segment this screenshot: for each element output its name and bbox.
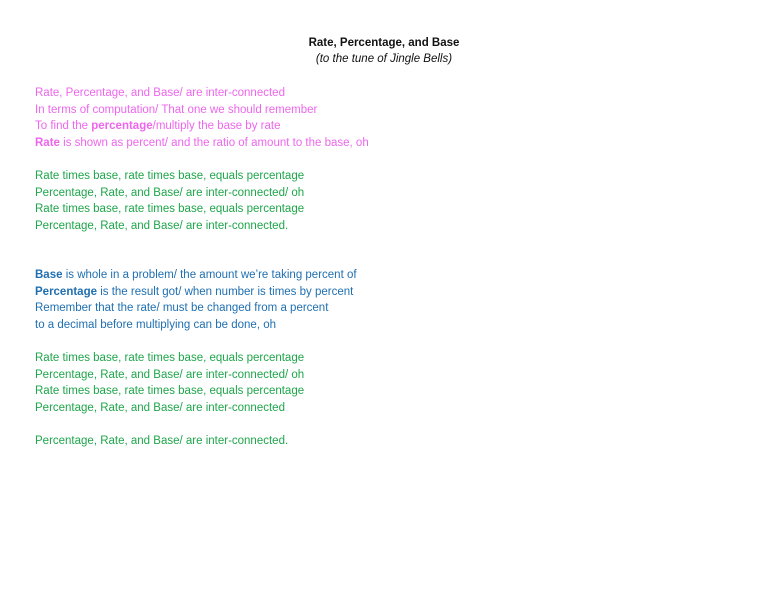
chorus-1-line-3: Rate times base, rate times base, equals percentage	[35, 203, 305, 215]
verse-2-line-1-end: is whole in a problem/ the amount we’re taking percent of	[62, 269, 357, 281]
verse-2-line-2-end: is the result got/ when number is times by percent	[97, 285, 354, 298]
song-subtitle: (to the tune of Jingle Bells)	[315, 53, 453, 65]
chorus-2	[35, 350, 304, 416]
chorus-1-line-2: Percentage, Rate, and Base/ are inter-connected/ oh	[35, 186, 305, 199]
chorus-1	[35, 168, 304, 234]
verse-1-line-3-end: /multiply the base by rate	[152, 120, 281, 132]
verse-1-line-1: Rate, Percentage, and Base/ are inter-connected	[35, 87, 285, 99]
ending	[35, 433, 288, 450]
chorus-1-line-1: Rate times base, rate times base, equals percentage	[35, 170, 305, 182]
song-title: Rate, Percentage, and Base	[308, 37, 460, 49]
chorus-2-line-2: Percentage, Rate, and Base/ are inter-connected/ oh	[35, 368, 305, 381]
chorus-2-line-1: Rate times base, rate times base, equals percentage	[35, 352, 305, 364]
verse-1-line-3-start: To find the	[35, 120, 92, 132]
verse-1-line-4	[35, 135, 369, 152]
chorus-1-line-4: Percentage, Rate, and Base/ are inter-connected.	[35, 219, 289, 232]
verse-2-line-1	[35, 267, 357, 284]
verse-1	[35, 85, 369, 151]
chorus-2-line-3: Rate times base, rate times base, equals percentage	[35, 385, 305, 397]
verse-1-line-4-bold: Rate	[35, 136, 60, 149]
ending-line-1: Percentage, Rate, and Base/ are inter-connected.	[35, 435, 289, 447]
verse-2-line-2	[35, 284, 357, 301]
chorus-2-line-4: Percentage, Rate, and Base/ are inter-connected	[35, 401, 285, 414]
verse-2-line-3: Remember that the rate/ must be changed from a percent	[35, 302, 329, 314]
verse-1-line-3	[35, 118, 369, 135]
verse-2	[35, 267, 357, 333]
verse-1-line-4-end: is shown as percent/ and the ratio of amount to the base, oh	[59, 136, 369, 149]
verse-2-line-2-bold: Percentage	[35, 285, 98, 298]
verse-1-line-2: In terms of computation/ That one we should remember	[35, 103, 318, 116]
verse-2-line-4: to a decimal before multiplying can be done, oh	[35, 318, 277, 331]
verse-1-line-3-bold: percentage	[91, 120, 153, 132]
verse-2-line-1-bold: Base	[35, 269, 63, 281]
